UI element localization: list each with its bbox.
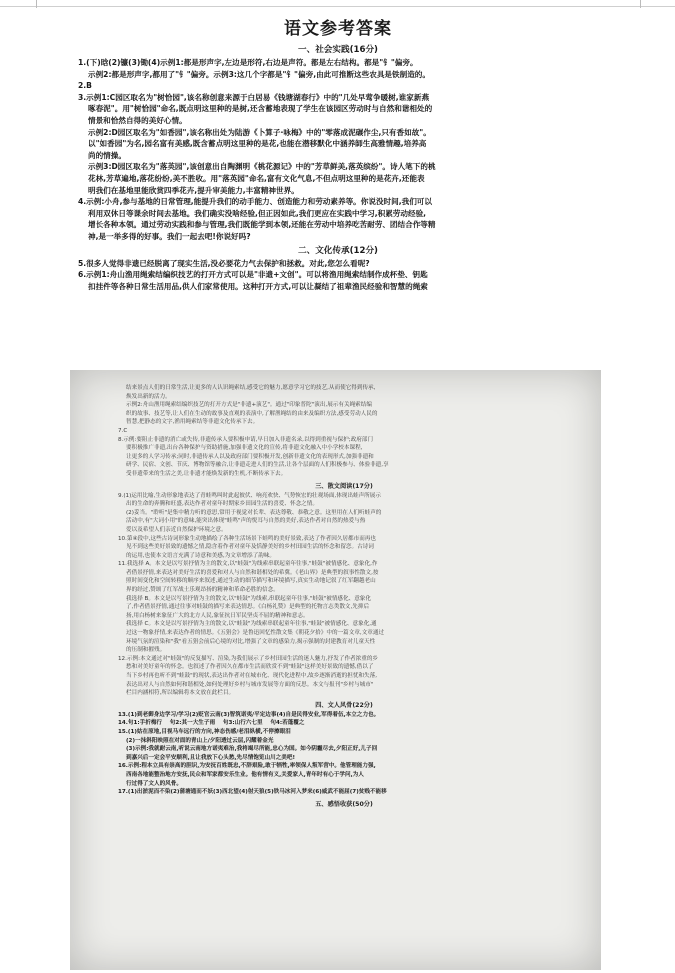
section-heading: 三、散文阅读(17分)	[315, 482, 373, 490]
answer-line: 了,作者借景抒情,通过往事对蛙鼓的描写来表达情思。《白杨礼赞》是典型的托物言志类散文,先抑后	[126, 604, 370, 611]
photographed-answer-sheet	[70, 370, 601, 970]
answer-line: 我选择 B。本文是以写景抒情为主的散文,以"蛙鼓"为线索,串联起童年往事,"蛙鼓"被情感化、意象化	[126, 595, 371, 602]
answer-line: 12.示例:本文通过对"蛙鼓"的反复描写、渲染,为我们展示了乡村田园生活的迷人魅力,抒发了作者浓重的乡	[118, 655, 379, 662]
answer-line: 5.很多人觉得非遗已经脱离了现实生活,没必要花力气去保护和拯救。对此,您怎么看呢?	[78, 258, 370, 268]
answer-line: 的压制和摧残。	[126, 647, 166, 654]
answer-line: 受非遗带来的生活之美,让非遗才能焕发新的生机,不断传承下去。	[126, 470, 287, 477]
answer-line: 行过得了文人的风骨。	[126, 780, 182, 787]
answer-line: 界的经过,赞颂了红军战士乐观昂扬的精神和革命必胜的信念。	[126, 587, 279, 594]
section-heading-social-practice: 一、社会实践(16分)	[298, 45, 378, 55]
answer-line: 神,是一举多得的好事。我们一起去吧!你说好吗?	[88, 231, 251, 241]
answer-line: 爱以及希望人们亲近自然保护环境之意。	[126, 526, 227, 533]
answer-line: 2.B	[78, 81, 92, 91]
answer-line: 栏目内涵相符,所以编辑将本文放在此栏目。	[126, 690, 235, 697]
answer-line: 西南各地能整治地方安抚,民众和军家都安乐生业。他有情有义,关爱家人,青年时有心于学问,为人	[126, 771, 364, 778]
photographed-answer-text	[118, 384, 570, 810]
answer-line: 增长各种本领。通过劳动实践和参与管理,我们既能学到本领,还能在劳动中培养吃苦耐劳、团结合作等精	[88, 220, 436, 230]
answer-line: 示例2:D园区取名为"如香园",该名称出处为陆游《卜算子·咏梅》中的"零落成泥碾作尘,只有香如故"。	[88, 127, 431, 137]
answer-line: 花林,芳草遍地,落花纷纷,美不胜收。用"落英园"命名,富有文化气息,不但点明这里种的是花卉,还能表	[88, 173, 425, 183]
answer-line: 我选择 C。本文是以写景抒情为主的散文,以"蛙鼓"为线索串联起童年往事,"蛙鼓"被情感化、意象化,通	[126, 621, 377, 628]
answer-line: 扬,用白杨树来象征广大的北方人民,象征抗日军民坚贞不屈的精神和意志。	[126, 612, 309, 619]
crop-mark-right	[640, 0, 641, 8]
section-heading: 四、文人风骨(22分)	[315, 701, 373, 709]
answer-line: 啄春泥"。用"树恰园"命名,既点明这里种的是树,还含蓄地表现了学生在该园区劳动时与自然和谐相处的	[88, 104, 433, 114]
answer-line: 愁和对美好童年的怀念。也叙述了作者因久在都市生活而欣赏不到"蛙鼓"这样美好景致的遗憾,借以了	[126, 664, 374, 671]
answer-line: 的运用,也使本文语言充满了诗意和美感,为文章增添了韵味。	[126, 552, 275, 559]
answer-line: 出的生命的奔腾和旺盛,表达作者对童年时期家乡田园生活的喜爱、怀念之情。	[126, 501, 318, 508]
answer-line: 16.示例:程本立具有崇高的胆识,为安抚百姓既忠,不辞艰险,敢于牺牲,率领保人叛军营中。他管理能力强,	[118, 763, 376, 770]
answer-line: 扣挂件等各种日常生活用品,供人们家常使用。这种打开方式,可以让凝结了祖辈渔民经验和智慧的绳索	[88, 281, 428, 291]
answer-line: (2)妥当。"聆听"是集中精力听的意思,常用于视觉对长辈、表达尊敬、恭敬之意。这里用在人们听蛙声的	[126, 509, 382, 516]
answer-line: 示例3:D园区取名为"落英园",该创意出自陶渊明《桃花源记》中的"芳草鲜美,落英缤纷"。诗人笔下的桃	[88, 162, 436, 172]
answer-key-page	[78, 14, 598, 292]
answer-line: (2)一抹斜阳映照在对面的青山上/夕阳透过云层,闪耀着金光	[126, 737, 274, 744]
answer-line: 以"如香园"为名,园名富有美感,既含蓄点明这里种的是花,也能在潜移默化中涵养師生高雅情趣,培养高	[88, 139, 427, 149]
social-practice-answers	[78, 57, 598, 243]
answer-line: 要积极推广非遗,出台各种保护与资助措施,加强非遗文化的宣传,将非遗文化融入中小学校本课程,	[126, 445, 363, 452]
answer-line: 17.(1)出淤泥而不染(2)蒲塘通而不妖(3)西北望(4)射天狼(5)铁马冰河入梦来(6)威武不能屈(7)贫贱不能移	[118, 789, 387, 796]
answer-line: 4.示例:小舟,参与基地的日常管理,能提升我们的动手能力、创造能力和劳动素养等。你说没时间,我们可以	[78, 197, 432, 207]
answer-line: 9.(1)运用比喻,生动形象地表达了青蛙鸣叫时此起彼伏、响亮欢快、气势恢宏的壮观场面,体现出蛙声所展示	[118, 492, 381, 499]
answer-line: 照时间变化和空间转移的顺序来叙述,通过生动的细节描写和环境描写,真实生动地记叙了红军翻越老山	[126, 578, 376, 585]
answer-line: (3)示例:我就耐云南,听说云南地方诺夷难治,我将竭尽所能,忠心为国。如今阴霾尽去,夕阳正好,儿子回	[126, 746, 378, 753]
answer-line: 7.C	[118, 427, 128, 434]
answer-line: 11.我选择 A。本文是以写景抒情为主的散文,以"蛙鼓"为线索串联起童年往事,"蛙鼓"被情感化、意象化,作	[118, 561, 378, 568]
section-heading-cultural-heritage: 二、文化传承(12分)	[298, 245, 378, 256]
answer-line: 示例2:舟山渔用绳索结编织技艺的打开方式是"非遗+演艺"。通过"印象普陀"演出,展示有关绳索结编	[126, 402, 372, 409]
cultural-heritage-answers	[78, 258, 598, 293]
answer-line: 让更多的人学习传承;同时,非遗传承人以及政府部门要积极开发,创新非遗文化的表现形式,加强非遗和	[126, 453, 374, 460]
answer-line: 8.示例:要阻止非遗的消亡或失传,非遗传承人要积极申请,早日加入非遗名录,以得到重视与保护;政府部门	[118, 436, 373, 443]
answer-line: 13.(1)到老御身边学习/学习(2)贬官云南(3)智筑诺夷/平定边事(4)自是民得安业,军得着伍,本立之力也。	[118, 711, 380, 718]
answer-line: 研学、民宿、文创、节庆、博物馆等融合,让非遗走进人们的生活,让各个层面的人们积极参与、体验非遗,享	[126, 462, 389, 469]
answer-line: 环境气氛的渲染和"我"看五猖会前后心境的对比,增强了文章的感染力,揭示强制的封建教育对儿童天性	[126, 638, 376, 645]
page-top-border	[0, 6, 675, 7]
section-heading: 五、感悟收获(50分)	[315, 800, 373, 808]
answer-line: 智慧,把静态的文字,渔用绳索结等非遗文化传承下去。	[126, 419, 259, 426]
answer-line: 活动中,有"大词小用"的意味,能突出体现"蛙鸣"声的悦耳与自然的美好,表达作者对自然的热爱与热	[126, 518, 366, 525]
answer-line: 3.示例1:C园区取名为"树恰园",该名称创意来源于白居易《钱塘湖春行》中的"几处早莺争暖树,谁家新燕	[78, 92, 430, 102]
answer-line: 过这一物象抒情,来表达作者的情思。《五猖会》是鲁迅回忆性散文集《朝花夕拾》中的一篇文章,文章通过	[126, 630, 385, 637]
answer-line: 结来景点人们的日常生活,让更多的人认识绳索结,感受它的魅力,愿意学习它的技艺,从而使它得到传承,	[126, 385, 376, 391]
document-title: 语文参考答案	[284, 19, 392, 39]
crop-mark-left	[36, 0, 37, 8]
answer-line: 6.示例1:舟山渔用绳索结编织技艺的打开方式可以是"非遗+文创"。可以将渔用绳索结制作成杯垫、钥匙	[78, 270, 428, 280]
answer-line: 利用双休日等课余时间去基地。我们确实没啥经验,但正因如此,我们更应在实践中学习,积累劳动经验,	[88, 208, 427, 218]
answer-line: 者借景抒情,来表达对美好生活的喜爱和对人与自然和谐相处的希冀。《老山界》是典型的叙事性散文,按	[126, 569, 379, 576]
answer-line: 14.句1:手折梅行 句2:其一大生子雨 句3:山行六七里 句4:若蓬覆之	[118, 720, 305, 727]
answer-line: 焕发出新的活力。	[126, 393, 171, 400]
answer-line: 情景和恰然自得的美好心情。	[88, 115, 187, 125]
answer-line: 15.(1)姑在原地,目视马车远行的方向,神态伤感/老泪纵横,不停擦眼泪	[118, 728, 291, 735]
answer-line: 织的故事、技艺等,让人们在生动的故事及直观的表演中,了解渔绳结的由来及编织方法,感受劳动人民的	[126, 410, 378, 417]
answer-line: 1.(下)晗(2)镰(3)锄(4)示例1:都是形声字,左边是形符,右边是声符。都是左右结构。都是"钅"偏旁。	[78, 58, 418, 67]
answer-line: 尚的情操。	[88, 150, 126, 160]
answer-line: 表达出对人与自然如何和谐相处,如何处理好乡村与城市发展等方面的反思。本文与报刊"乡村与城市"	[126, 681, 374, 688]
answer-line: 见不到这些美好景致的遗憾之情,隐含着作者对童年及恬静美好的乡村田园生活的怀念和留恋。古诗词	[126, 544, 374, 551]
answer-line: 示例2:都是形声字,都用了"钅"偏旁。示例3:这几个字都是"钅"偏旁,由此可推断这些农具是铁制造的。	[88, 69, 430, 79]
answer-line: 10.第④段中,这些古诗词形象生动地描绘了各种生活场景下蛙鸣的美好景致,表达了作者因久居都市而再也	[118, 535, 376, 542]
answer-line: 到嘉兴后一定会平安顺利,且让我放下心头愁,先尽情饱览山川之美吧!	[126, 754, 296, 761]
answer-line: 当下乡村再也听不到"蛙鼓"的现状,表达出作者对在城市化、现代化进程中,故乡逐渐消逝的担忧和失落,	[126, 673, 378, 679]
answer-line: 明我们在基地里能欣赏四季花卉,提升审美能力,丰富精神世界。	[88, 185, 299, 195]
